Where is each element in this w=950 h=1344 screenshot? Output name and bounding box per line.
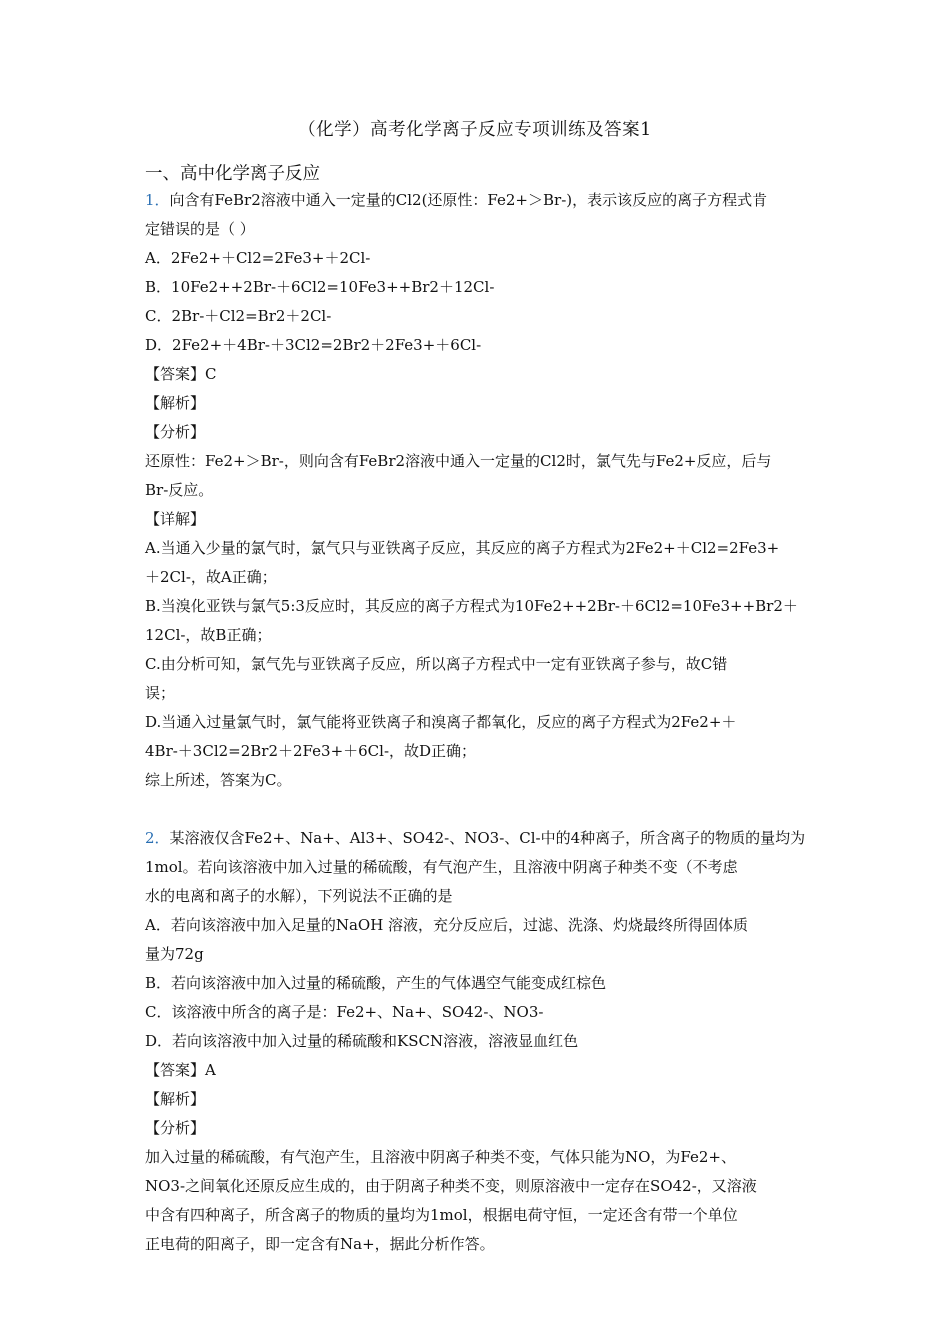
- q2-analysis-line-1: 加入过量的稀硫酸，有气泡产生，且溶液中阴离子种类不变，气体只能为NO，为Fe2+、: [145, 1148, 737, 1166]
- q1-detail-c-1: C.由分析可知，氯气先与亚铁离子反应，所以离子方程式中一定有亚铁离子参与，故C错: [145, 655, 728, 673]
- q2-option-a-2: 量为72g: [145, 945, 204, 963]
- q1-option-b: B．10Fe2++2Br-＋6Cl2=10Fe3++Br2＋12Cl-: [145, 278, 495, 296]
- q1-detail-d-1: D.当通入过量氯气时，氯气能将亚铁离子和溴离子都氧化，反应的离子方程式为2Fe2+＋: [145, 713, 737, 731]
- q1-detail-a-2: ＋2Cl-，故A正确；: [145, 568, 277, 586]
- q2-option-c: C．该溶液中所含的离子是：Fe2+、Na+、SO42-、NO3-: [145, 1003, 544, 1021]
- q2-stem-line-2: 1mol。若向该溶液中加入过量的稀硫酸，有气泡产生，且溶液中阴离子种类不变（不考虑: [145, 858, 738, 876]
- q1-stem-text: 向含有FeBr2溶液中通入一定量的Cl2(还原性：Fe2+＞Br-)，表示该反应的离子方程式肯: [169, 191, 768, 209]
- q2-option-a-1: A．若向该溶液中加入足量的NaOH 溶液，充分反应后，过滤、洗涤、灼烧最终所得固体质: [145, 916, 749, 934]
- q2-number: 2．: [145, 829, 170, 847]
- q1-xiangjie-heading: 【详解】: [145, 510, 206, 528]
- q2-answer: 【答案】A: [145, 1061, 216, 1079]
- q1-detail-c-2: 误；: [145, 684, 176, 702]
- q2-option-d: D．若向该溶液中加入过量的稀硫酸和KSCN溶液，溶液显血红色: [145, 1032, 579, 1050]
- q2-stem-line-3: 水的电离和离子的水解），下列说法不正确的是: [145, 887, 453, 905]
- q1-analysis-line-1: 还原性：Fe2+＞Br-，则向含有FeBr2溶液中通入一定量的Cl2时，氯气先与Fe2+反应，后与: [145, 452, 772, 470]
- q2-analysis-line-4: 正电荷的阳离子，即一定含有Na+，据此分析作答。: [145, 1235, 495, 1253]
- q1-detail-b-2: 12Cl-，故B正确；: [145, 626, 272, 644]
- q1-stem-line: [145, 186, 810, 215]
- q1-detail-b-1: B.当溴化亚铁与氯气5:3反应时，其反应的离子方程式为10Fe2++2Br-＋6Cl2=10Fe3++Br2＋: [145, 597, 798, 615]
- q1-answer: 【答案】C: [145, 365, 217, 383]
- q1-summary: 综上所述，答案为C。: [145, 771, 292, 789]
- q2-analysis-line-2: NO3-之间氧化还原反应生成的，由于阴离子种类不变，则原溶液中一定存在SO42-，又溶液: [145, 1177, 757, 1195]
- q1-option-d: D．2Fe2+＋4Br-＋3Cl2=2Br2＋2Fe3+＋6Cl-: [145, 336, 482, 354]
- document-title: （化学）高考化学离子反应专项训练及答案1: [298, 120, 652, 140]
- q2-analysis-line-3: 中含有四种离子，所含离子的物质的量均为1mol，根据电荷守恒，一定还含有带一个单位: [145, 1206, 738, 1224]
- q2-stem-line: [145, 824, 810, 853]
- q1-option-c: C．2Br-＋Cl2=Br2＋2Cl-: [145, 307, 332, 325]
- q2-stem-text: 某溶液仅含Fe2+、Na+、Al3+、SO42-、NO3-、Cl-中的4种离子，所含离子的物质的量均为: [169, 829, 806, 847]
- q1-number: 1．: [145, 191, 170, 209]
- q2-option-b: B．若向该溶液中加入过量的稀硫酸，产生的气体遇空气能变成红棕色: [145, 974, 607, 992]
- q2-jiexi-heading: 【解析】: [145, 1090, 206, 1108]
- q1-option-a: A．2Fe2+＋Cl2=2Fe3+＋2Cl-: [145, 249, 371, 267]
- q1-detail-a-1: A.当通入少量的氯气时，氯气只与亚铁离子反应，其反应的离子方程式为2Fe2+＋Cl2=2Fe3+: [145, 539, 780, 557]
- question-spacer: [145, 795, 810, 824]
- q1-stem-line-2: 定错误的是（ ）: [145, 220, 255, 238]
- q2-fenxi-heading: 【分析】: [145, 1119, 206, 1137]
- document-body: [145, 186, 810, 1259]
- section-heading: 一、高中化学离子反应: [145, 164, 320, 184]
- q1-jiexi-heading: 【解析】: [145, 394, 206, 412]
- q1-detail-d-2: 4Br-＋3Cl2=2Br2＋2Fe3+＋6Cl-，故D正确；: [145, 742, 477, 760]
- q1-fenxi-heading: 【分析】: [145, 423, 206, 441]
- q1-analysis-line-2: Br-反应。: [145, 481, 214, 499]
